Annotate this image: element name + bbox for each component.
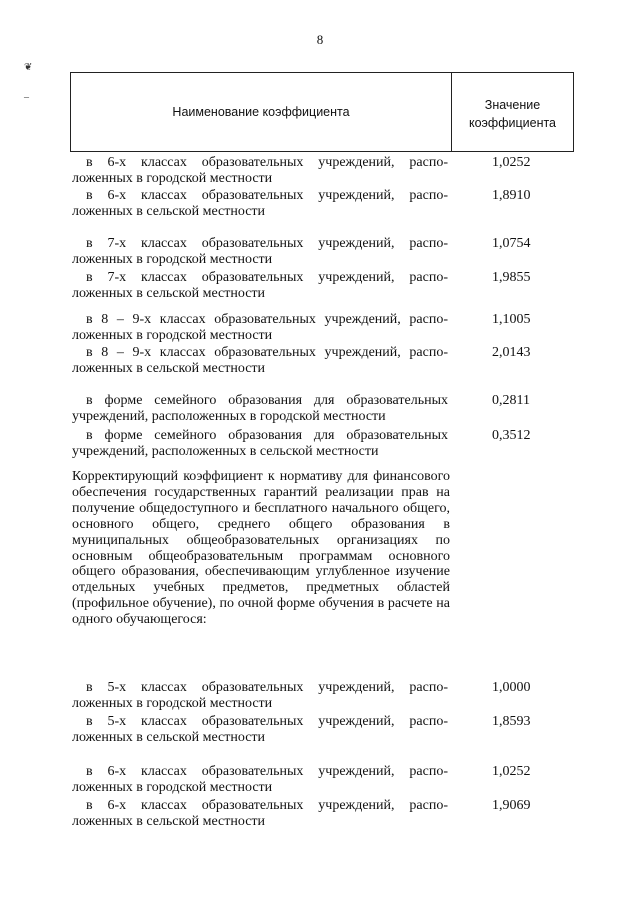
row-name: в форме семейного образования для образовательных учреждений, расположенных в сельской местности [72, 428, 448, 459]
row-name: в 8 – 9-х классах образовательных учреждений, распо- ложенных в сельской местности [72, 345, 448, 376]
row-name: в 6-х классах образовательных учреждений, распо- ложенных в городской местности [72, 764, 448, 795]
row-value: 0,3512 [492, 428, 531, 443]
row-value: 1,8593 [492, 714, 531, 729]
row-value: 1,0754 [492, 236, 531, 251]
row-name: в 5-х классах образовательных учреждений, распо- ложенных в сельской местности [72, 714, 448, 745]
row-value: 1,0252 [492, 155, 531, 170]
row-value: 2,0143 [492, 345, 531, 360]
row-value: 1,9855 [492, 270, 531, 285]
margin-mark: – [24, 92, 29, 103]
margin-mark: ❦ [24, 62, 33, 73]
row-value: 1,0000 [492, 680, 531, 695]
header-name: Наименование коэффициента [172, 105, 350, 119]
row-name: в 8 – 9-х классах образовательных учреждений, распо- ложенных в городской местности [72, 312, 448, 343]
row-name: в 6-х классах образовательных учреждений, распо- ложенных в сельской местности [72, 798, 448, 829]
row-name: в 6-х классах образовательных учреждений, распо- ложенных в сельской местности [72, 188, 448, 219]
row-value: 1,1005 [492, 312, 531, 327]
row-value: 1,0252 [492, 764, 531, 779]
row-value: 1,8910 [492, 188, 531, 203]
row-name: в 7-х классах образовательных учреждений, распо- ложенных в сельской местности [72, 270, 448, 301]
table-header [70, 72, 574, 152]
row-name: в 6-х классах образовательных учреждений, распо- ложенных в городской местности [72, 155, 448, 186]
page-number: 8 [316, 32, 324, 47]
row-value: 1,9069 [492, 798, 531, 813]
header-value: Значение коэффициента [468, 98, 557, 130]
row-name: в форме семейного образования для образовательных учреждений, расположенных в городской местности [72, 393, 448, 424]
row-name: в 5-х классах образовательных учреждений, распо- ложенных в городской местности [72, 680, 448, 711]
row-value: 0,2811 [492, 393, 530, 408]
section-paragraph: Корректирующий коэффициент к нормативу для финансового обеспечения государственных гарантий реализации прав на получение общедоступного и бесплатного начального общего, основного общего, среднего общего образования в муниципальных общеобразовательных организациях по основным общеобразовательным программам основного общего образования, обеспечивающим углубленное изучение отдельных учебных предметов, предметных областей (профильное обучение), по очной форме обучения в расчете на одного обучающегося: [72, 469, 450, 628]
row-name: в 7-х классах образовательных учреждений, распо- ложенных в городской местности [72, 236, 448, 267]
